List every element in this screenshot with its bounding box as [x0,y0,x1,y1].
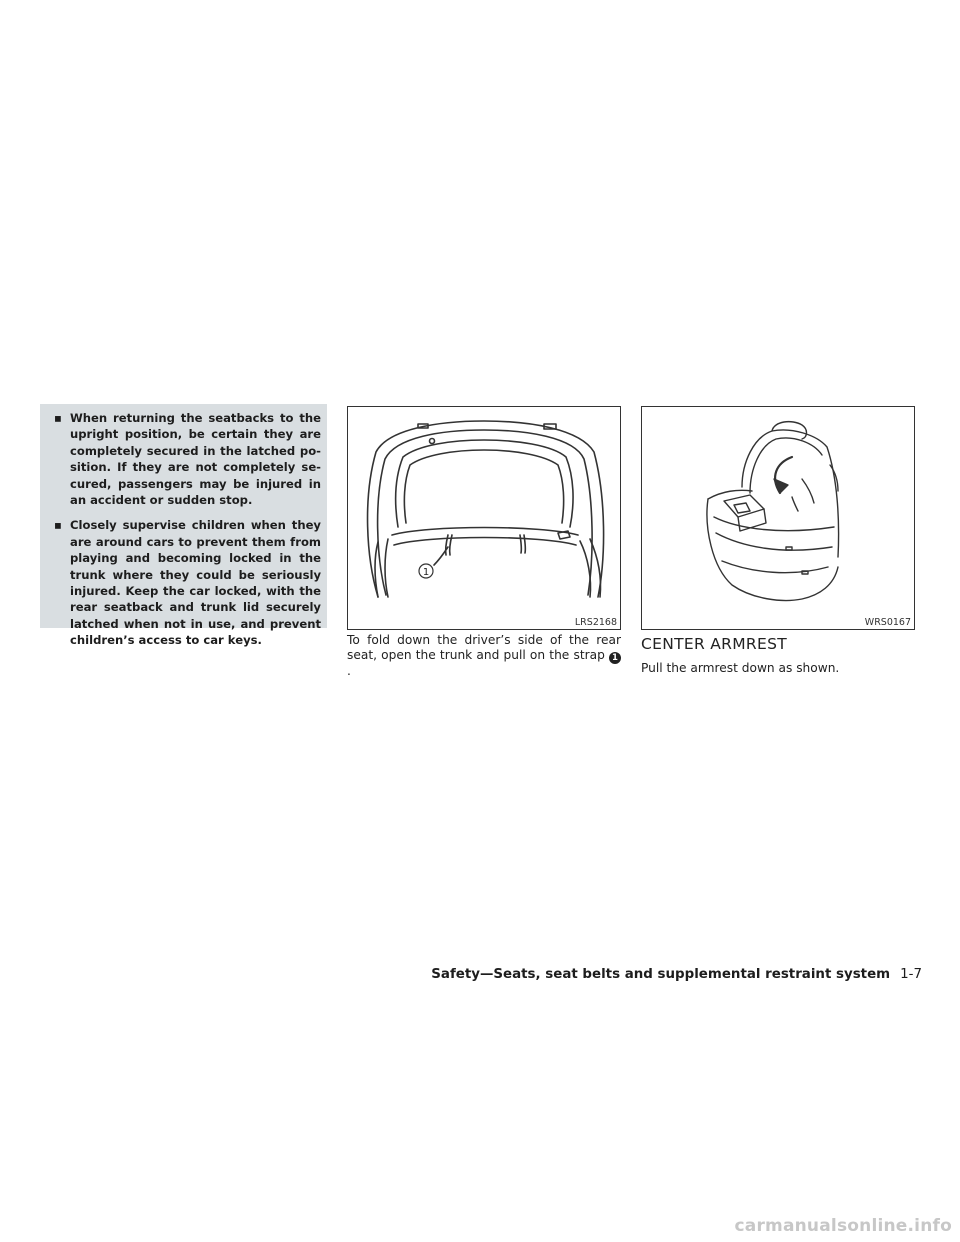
warning-list [54,410,321,649]
warning-text: When returning the seatbacks to the upright position, be certain they are completely secured in the latched po-sition. If they are not completely se-cured, passengers may be injured in an accident or sudden stop. [70,411,321,508]
trunk-fold-text-main: To fold down the driver’s side of the rear seat, open the trunk and pull on the strap [347,633,621,663]
page-number: 1-7 [900,967,922,982]
footer-title: Safety—Seats, seat belts and supplemental restraint system [431,967,891,982]
trunk-drawing [348,407,620,629]
trunk-fold-text-end: . [347,664,351,679]
section-heading: CENTER ARMREST [641,635,787,653]
callout-ref: 1 [609,652,621,664]
callout-label: 1 [422,567,430,578]
watermark: carmanualsonline.info [734,1216,952,1236]
bullet-icon: ▪ [54,411,62,425]
warning-box [40,404,327,648]
page-footer [431,967,922,982]
trunk-fold-text [347,633,621,680]
trunk-illustration [347,406,621,630]
armrest-illustration [641,406,915,630]
figure-code: WRS0167 [864,617,911,628]
warning-text: Closely supervise children when they are around cars to prevent them from playing and becoming locked in the trunk where they could be seriously injured. Keep the car locked, with the rear seatback and trunk lid securely latched when not in use, and prevent children’s access to car keys. [70,518,321,648]
bullet-icon: ▪ [54,518,62,533]
armrest-drawing [642,407,914,629]
armrest-text: Pull the armrest down as shown. [641,661,840,675]
figure-code: LRS2168 [574,617,617,628]
warning-item [54,410,321,508]
warning-item [54,517,321,648]
